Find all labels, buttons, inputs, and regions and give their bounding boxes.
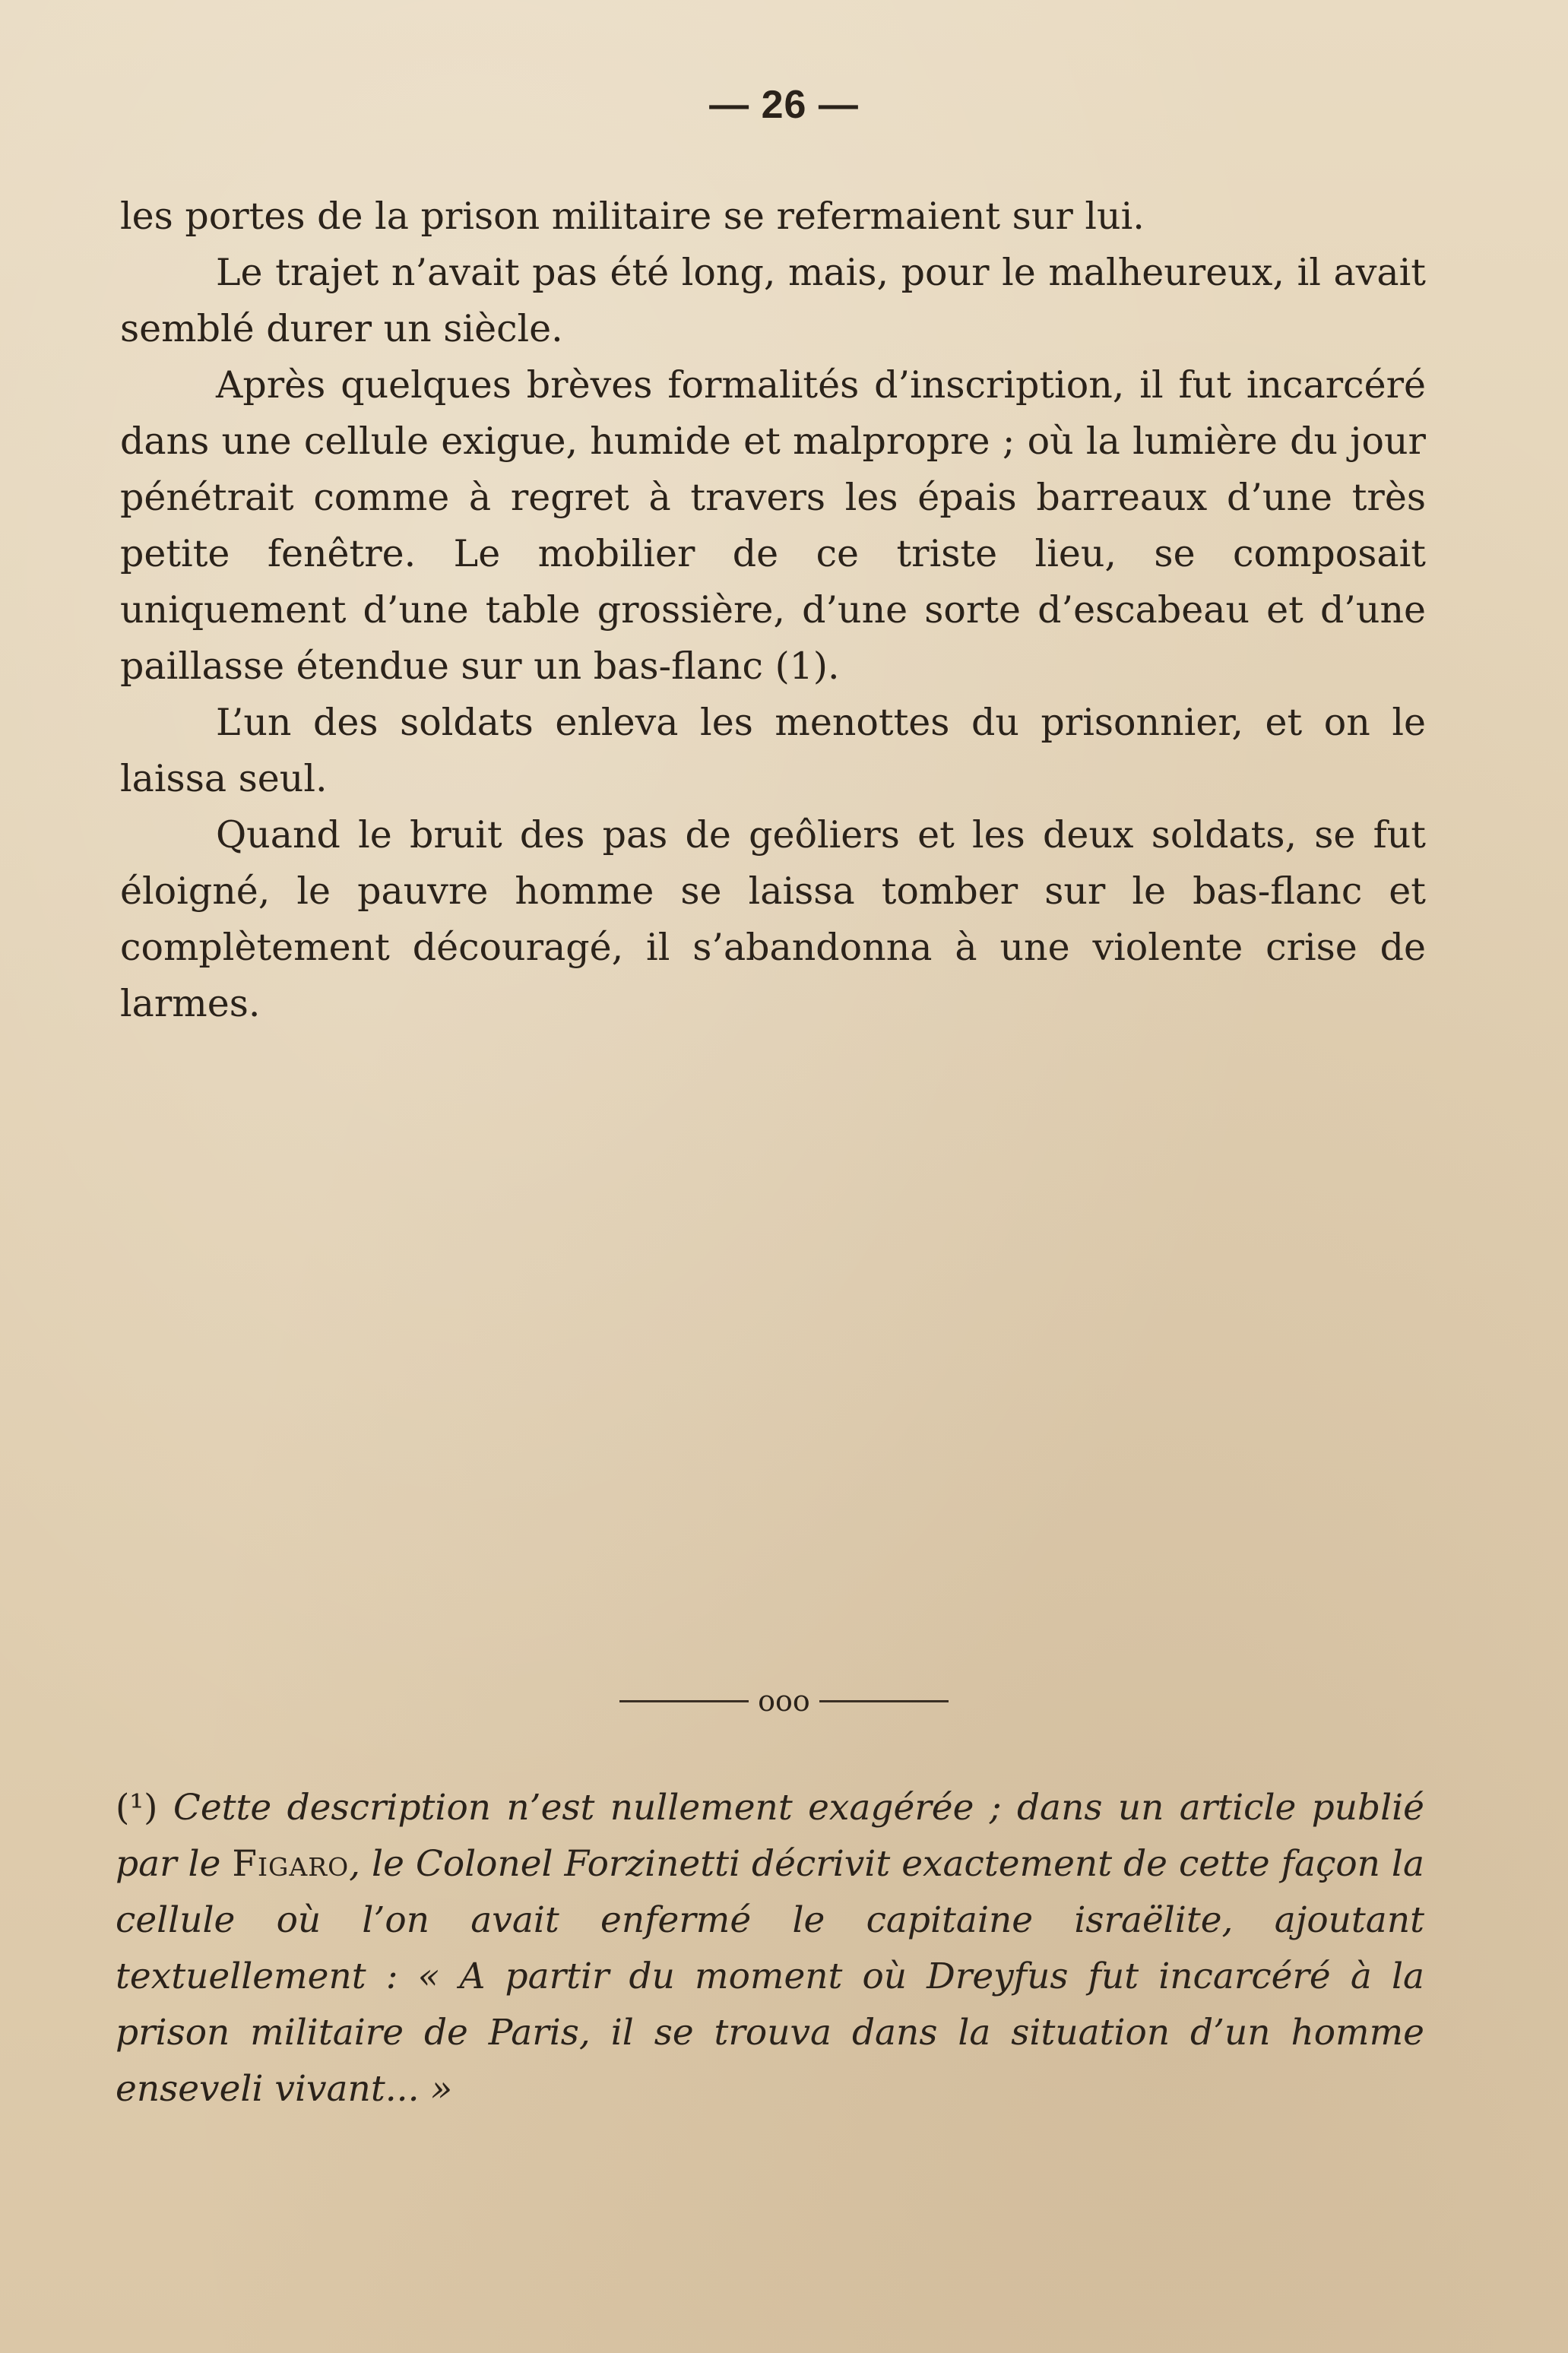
main-text [120,188,1426,1032]
footnote [116,1780,1424,2117]
paragraph-2: Le trajet n’avait pas été long, mais, pour le malheureux, il avait semblé durer un siècle. [120,251,1426,350]
page-number: — 26 — [709,83,859,127]
separator-rule-left [619,1700,749,1702]
separator-rule-right [819,1700,949,1702]
paragraph-3: Après quelques brèves formalités d’inscription, il fut incarcéré dans une cellule exigue, humide et malpropre ; où la lumière du jour pénétrait comme à regret à travers les épais barreaux d’une très petite fenêtre. Le mobilier de ce triste lieu, se composait uniquement d’une table grossière, d’une sorte d’escabeau et d’une paillasse étendue sur un bas-flanc (1). [120,363,1426,688]
footnote-text-after: , le Colonel Forzinetti décrivit exactement de cette façon la cellule où l’on avait enfermé le capitaine israëlite, ajoutant textuellement : « A partir du moment où Dreyfus fut incarcéré à la prison militaire de Paris, il se trouva dans la situation d’un homme enseveli vivant... » [116,1843,1424,2110]
paragraph-5: Quand le bruit des pas de geôliers et les deux soldats, se fut éloigné, le pauvre homme se laissa tomber sur le bas-flanc et complètement découragé, il s’abandonna à une violente crise de larmes. [120,813,1426,1025]
footnote-text-before: Cette description n’est nullement exagérée ; dans un article publié par le [116,1787,1424,1885]
footnote-marker: (¹) [116,1787,158,1829]
paragraph-1: les portes de la prison militaire se refermaient sur lui. [120,195,1145,238]
paragraph-4: L’un des soldats enleva les menottes du prisonnier, et on le laissa seul. [120,701,1426,800]
footnote-newspaper: Figaro [232,1843,350,1885]
section-separator [0,1684,1568,1718]
separator-mark: ooo [758,1684,810,1718]
